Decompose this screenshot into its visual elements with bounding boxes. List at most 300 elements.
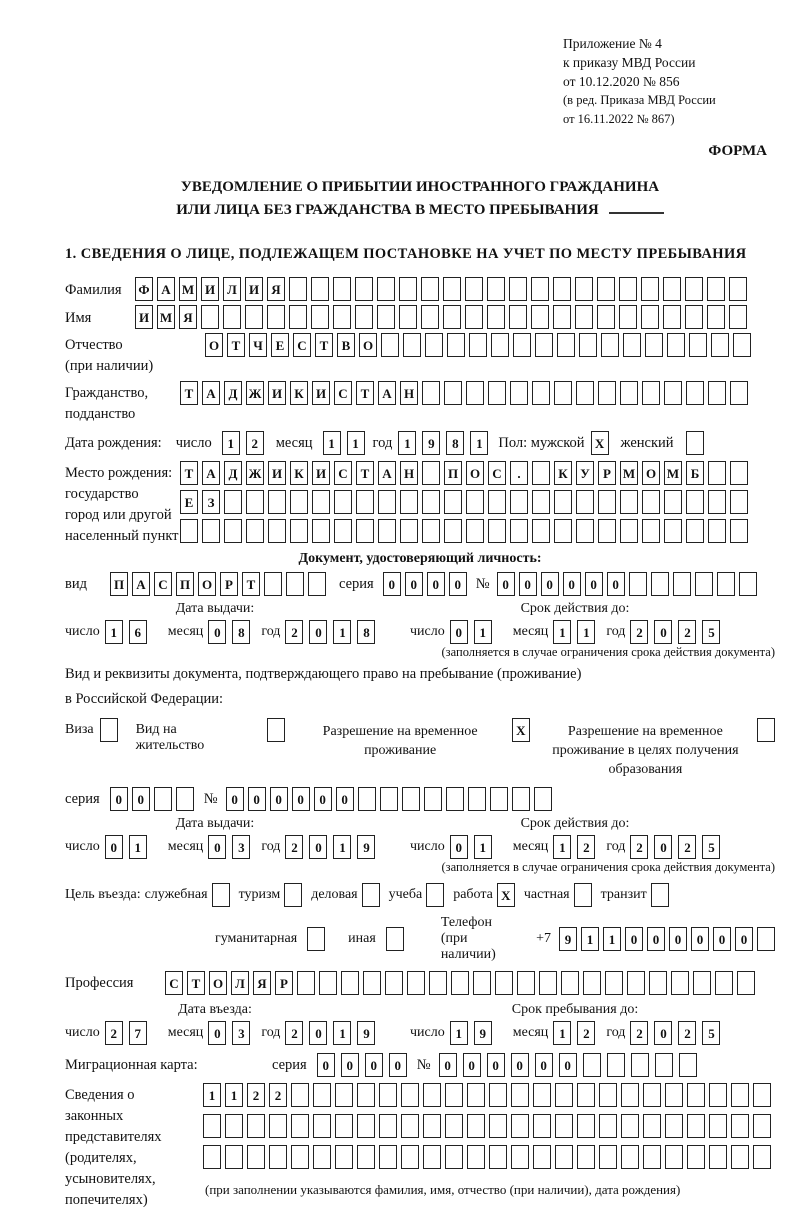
char-cell[interactable] — [379, 1083, 397, 1107]
char-cell[interactable]: А — [378, 381, 396, 405]
char-cell[interactable] — [532, 461, 550, 485]
char-cell[interactable]: Я — [253, 971, 271, 995]
char-cell[interactable] — [686, 490, 704, 514]
char-cell[interactable] — [619, 277, 637, 301]
char-cell[interactable] — [579, 333, 597, 357]
char-cell[interactable] — [651, 572, 669, 596]
char-cell[interactable] — [356, 519, 374, 543]
char-cell[interactable] — [269, 1114, 287, 1138]
char-cell[interactable]: М — [157, 305, 175, 329]
char-cell[interactable]: Ф — [135, 277, 153, 301]
char-cell[interactable]: 1 — [553, 1021, 571, 1045]
char-cell[interactable] — [357, 1145, 375, 1169]
char-cell[interactable]: 9 — [559, 927, 577, 951]
char-cell[interactable] — [358, 787, 376, 811]
char-cell[interactable] — [363, 971, 381, 995]
char-cell[interactable] — [495, 971, 513, 995]
char-cell[interactable] — [686, 381, 704, 405]
char-cell[interactable]: 0 — [309, 620, 327, 644]
char-cell[interactable]: 0 — [341, 1053, 359, 1077]
char-cell[interactable] — [685, 305, 703, 329]
char-cell[interactable]: И — [135, 305, 153, 329]
char-cell[interactable] — [356, 490, 374, 514]
char-cell[interactable] — [620, 519, 638, 543]
char-cell[interactable]: П — [444, 461, 462, 485]
char-cell[interactable]: И — [312, 461, 330, 485]
char-cell[interactable] — [532, 381, 550, 405]
char-cell[interactable]: Р — [220, 572, 238, 596]
char-cell[interactable] — [671, 971, 689, 995]
residence-permit-checkbox[interactable] — [267, 718, 285, 742]
char-cell[interactable] — [444, 381, 462, 405]
char-cell[interactable] — [737, 971, 755, 995]
char-cell[interactable] — [577, 1114, 595, 1138]
char-cell[interactable]: 2 — [285, 835, 303, 859]
char-cell[interactable]: 7 — [129, 1021, 147, 1045]
char-cell[interactable] — [655, 1053, 673, 1077]
char-cell[interactable] — [385, 971, 403, 995]
char-cell[interactable] — [355, 277, 373, 301]
char-cell[interactable] — [489, 1083, 507, 1107]
char-cell[interactable]: 0 — [450, 835, 468, 859]
char-cell[interactable] — [357, 1083, 375, 1107]
char-cell[interactable] — [290, 490, 308, 514]
char-cell[interactable]: 1 — [347, 431, 365, 455]
char-cell[interactable]: 0 — [309, 1021, 327, 1045]
char-cell[interactable] — [583, 971, 601, 995]
char-cell[interactable]: Т — [242, 572, 260, 596]
char-cell[interactable]: 0 — [669, 927, 687, 951]
char-cell[interactable] — [539, 971, 557, 995]
char-cell[interactable] — [731, 1083, 749, 1107]
char-cell[interactable]: 2 — [678, 835, 696, 859]
char-cell[interactable] — [583, 1053, 601, 1077]
char-cell[interactable] — [401, 1114, 419, 1138]
char-cell[interactable] — [667, 333, 685, 357]
char-cell[interactable] — [319, 971, 337, 995]
char-cell[interactable]: 0 — [314, 787, 332, 811]
char-cell[interactable]: 0 — [105, 835, 123, 859]
char-cell[interactable]: 1 — [581, 927, 599, 951]
char-cell[interactable] — [381, 333, 399, 357]
char-cell[interactable] — [333, 305, 351, 329]
char-cell[interactable] — [643, 1145, 661, 1169]
char-cell[interactable]: Н — [400, 381, 418, 405]
char-cell[interactable]: 0 — [487, 1053, 505, 1077]
char-cell[interactable] — [619, 305, 637, 329]
char-cell[interactable]: 1 — [203, 1083, 221, 1107]
char-cell[interactable] — [335, 1083, 353, 1107]
char-cell[interactable]: А — [132, 572, 150, 596]
char-cell[interactable] — [333, 277, 351, 301]
char-cell[interactable]: 0 — [654, 835, 672, 859]
char-cell[interactable] — [598, 490, 616, 514]
char-cell[interactable]: Л — [231, 971, 249, 995]
char-cell[interactable]: 1 — [474, 835, 492, 859]
char-cell[interactable] — [341, 971, 359, 995]
char-cell[interactable]: 1 — [470, 431, 488, 455]
char-cell[interactable] — [473, 971, 491, 995]
char-cell[interactable]: Р — [598, 461, 616, 485]
char-cell[interactable] — [335, 1114, 353, 1138]
char-cell[interactable] — [203, 1114, 221, 1138]
char-cell[interactable]: И — [201, 277, 219, 301]
char-cell[interactable]: 1 — [333, 835, 351, 859]
char-cell[interactable]: 2 — [247, 1083, 265, 1107]
char-cell[interactable] — [510, 519, 528, 543]
char-cell[interactable] — [445, 1083, 463, 1107]
char-cell[interactable] — [687, 1114, 705, 1138]
char-cell[interactable] — [313, 1145, 331, 1169]
char-cell[interactable] — [621, 1083, 639, 1107]
char-cell[interactable]: 0 — [625, 927, 643, 951]
char-cell[interactable]: 0 — [208, 620, 226, 644]
char-cell[interactable] — [511, 1145, 529, 1169]
char-cell[interactable]: 0 — [563, 572, 581, 596]
char-cell[interactable] — [642, 490, 660, 514]
char-cell[interactable] — [224, 519, 242, 543]
char-cell[interactable]: 1 — [323, 431, 341, 455]
char-cell[interactable] — [224, 490, 242, 514]
char-cell[interactable] — [202, 519, 220, 543]
char-cell[interactable]: Ж — [246, 461, 264, 485]
char-cell[interactable] — [605, 971, 623, 995]
char-cell[interactable]: Т — [315, 333, 333, 357]
char-cell[interactable]: 0 — [654, 1021, 672, 1045]
char-cell[interactable]: . — [510, 461, 528, 485]
char-cell[interactable]: 3 — [232, 835, 250, 859]
char-cell[interactable]: К — [554, 461, 572, 485]
char-cell[interactable]: 1 — [553, 620, 571, 644]
char-cell[interactable]: С — [154, 572, 172, 596]
char-cell[interactable] — [708, 490, 726, 514]
char-cell[interactable]: 8 — [357, 620, 375, 644]
char-cell[interactable] — [695, 572, 713, 596]
char-cell[interactable] — [665, 1083, 683, 1107]
char-cell[interactable] — [597, 305, 615, 329]
char-cell[interactable] — [730, 519, 748, 543]
char-cell[interactable] — [641, 305, 659, 329]
char-cell[interactable] — [247, 1145, 265, 1169]
sex-female-checkbox[interactable] — [686, 431, 704, 455]
purpose-study-checkbox[interactable] — [426, 883, 444, 907]
char-cell[interactable] — [689, 333, 707, 357]
char-cell[interactable]: 0 — [607, 572, 625, 596]
char-cell[interactable] — [623, 333, 641, 357]
char-cell[interactable]: 0 — [270, 787, 288, 811]
char-cell[interactable] — [598, 381, 616, 405]
char-cell[interactable] — [378, 490, 396, 514]
char-cell[interactable] — [334, 490, 352, 514]
char-cell[interactable] — [534, 787, 552, 811]
char-cell[interactable] — [489, 1145, 507, 1169]
char-cell[interactable] — [311, 277, 329, 301]
char-cell[interactable]: А — [202, 381, 220, 405]
char-cell[interactable]: Е — [271, 333, 289, 357]
char-cell[interactable] — [466, 381, 484, 405]
char-cell[interactable] — [466, 519, 484, 543]
char-cell[interactable] — [154, 787, 172, 811]
char-cell[interactable]: 3 — [232, 1021, 250, 1045]
char-cell[interactable]: 0 — [535, 1053, 553, 1077]
char-cell[interactable] — [707, 305, 725, 329]
char-cell[interactable]: К — [290, 381, 308, 405]
char-cell[interactable]: 1 — [105, 620, 123, 644]
char-cell[interactable] — [380, 787, 398, 811]
char-cell[interactable] — [757, 927, 775, 951]
char-cell[interactable]: 9 — [422, 431, 440, 455]
char-cell[interactable] — [407, 971, 425, 995]
char-cell[interactable]: Б — [686, 461, 704, 485]
char-cell[interactable]: 0 — [389, 1053, 407, 1077]
char-cell[interactable]: Т — [180, 461, 198, 485]
char-cell[interactable] — [313, 1114, 331, 1138]
char-cell[interactable]: 0 — [647, 927, 665, 951]
char-cell[interactable] — [576, 381, 594, 405]
char-cell[interactable] — [269, 1145, 287, 1169]
char-cell[interactable]: 2 — [246, 431, 264, 455]
char-cell[interactable] — [533, 1145, 551, 1169]
char-cell[interactable] — [731, 1114, 749, 1138]
char-cell[interactable] — [643, 1114, 661, 1138]
visa-checkbox[interactable] — [100, 718, 118, 742]
char-cell[interactable] — [488, 381, 506, 405]
char-cell[interactable] — [621, 1114, 639, 1138]
char-cell[interactable] — [487, 305, 505, 329]
purpose-work-checkbox[interactable]: X — [497, 883, 515, 907]
char-cell[interactable]: 2 — [678, 620, 696, 644]
char-cell[interactable] — [629, 572, 647, 596]
char-cell[interactable]: Ж — [246, 381, 264, 405]
char-cell[interactable]: 0 — [735, 927, 753, 951]
char-cell[interactable] — [443, 277, 461, 301]
char-cell[interactable]: 2 — [630, 835, 648, 859]
char-cell[interactable] — [402, 787, 420, 811]
char-cell[interactable]: 0 — [208, 1021, 226, 1045]
char-cell[interactable] — [663, 277, 681, 301]
char-cell[interactable] — [631, 1053, 649, 1077]
temp-residence-education-checkbox[interactable] — [757, 718, 775, 742]
char-cell[interactable] — [247, 1114, 265, 1138]
char-cell[interactable] — [467, 1114, 485, 1138]
char-cell[interactable]: 9 — [357, 835, 375, 859]
char-cell[interactable]: М — [664, 461, 682, 485]
char-cell[interactable]: И — [268, 381, 286, 405]
char-cell[interactable] — [246, 490, 264, 514]
char-cell[interactable] — [645, 333, 663, 357]
char-cell[interactable]: 0 — [450, 620, 468, 644]
char-cell[interactable]: Л — [223, 277, 241, 301]
char-cell[interactable] — [715, 971, 733, 995]
char-cell[interactable] — [223, 305, 241, 329]
char-cell[interactable]: 1 — [553, 835, 571, 859]
char-cell[interactable] — [403, 333, 421, 357]
char-cell[interactable] — [203, 1145, 221, 1169]
char-cell[interactable] — [291, 1083, 309, 1107]
char-cell[interactable] — [312, 519, 330, 543]
char-cell[interactable]: Д — [224, 381, 242, 405]
char-cell[interactable] — [291, 1145, 309, 1169]
char-cell[interactable]: 0 — [427, 572, 445, 596]
char-cell[interactable] — [401, 1083, 419, 1107]
char-cell[interactable]: 2 — [269, 1083, 287, 1107]
char-cell[interactable]: С — [334, 381, 352, 405]
char-cell[interactable]: 5 — [702, 620, 720, 644]
char-cell[interactable] — [297, 971, 315, 995]
purpose-transit-checkbox[interactable] — [651, 883, 669, 907]
char-cell[interactable] — [708, 519, 726, 543]
char-cell[interactable] — [468, 787, 486, 811]
char-cell[interactable] — [399, 305, 417, 329]
purpose-business-checkbox[interactable] — [362, 883, 380, 907]
char-cell[interactable] — [627, 971, 645, 995]
char-cell[interactable] — [649, 971, 667, 995]
char-cell[interactable] — [268, 490, 286, 514]
char-cell[interactable]: Т — [227, 333, 245, 357]
char-cell[interactable] — [335, 1145, 353, 1169]
char-cell[interactable] — [201, 305, 219, 329]
char-cell[interactable]: 2 — [105, 1021, 123, 1045]
char-cell[interactable] — [555, 1114, 573, 1138]
char-cell[interactable]: Т — [187, 971, 205, 995]
char-cell[interactable] — [620, 490, 638, 514]
char-cell[interactable] — [422, 381, 440, 405]
char-cell[interactable]: М — [179, 277, 197, 301]
char-cell[interactable]: О — [198, 572, 216, 596]
char-cell[interactable] — [290, 519, 308, 543]
char-cell[interactable]: 0 — [132, 787, 150, 811]
char-cell[interactable] — [554, 381, 572, 405]
char-cell[interactable] — [286, 572, 304, 596]
char-cell[interactable]: А — [202, 461, 220, 485]
char-cell[interactable] — [577, 1083, 595, 1107]
char-cell[interactable] — [422, 490, 440, 514]
char-cell[interactable]: 0 — [208, 835, 226, 859]
char-cell[interactable] — [554, 519, 572, 543]
char-cell[interactable] — [621, 1145, 639, 1169]
char-cell[interactable] — [513, 333, 531, 357]
char-cell[interactable] — [489, 1114, 507, 1138]
char-cell[interactable]: 0 — [248, 787, 266, 811]
char-cell[interactable] — [334, 519, 352, 543]
char-cell[interactable]: Д — [224, 461, 242, 485]
char-cell[interactable]: Р — [275, 971, 293, 995]
char-cell[interactable] — [289, 277, 307, 301]
char-cell[interactable] — [553, 277, 571, 301]
char-cell[interactable]: С — [293, 333, 311, 357]
char-cell[interactable] — [313, 1083, 331, 1107]
char-cell[interactable]: 0 — [317, 1053, 335, 1077]
char-cell[interactable]: 0 — [519, 572, 537, 596]
char-cell[interactable] — [709, 1083, 727, 1107]
char-cell[interactable]: О — [359, 333, 377, 357]
char-cell[interactable] — [487, 277, 505, 301]
char-cell[interactable] — [532, 519, 550, 543]
char-cell[interactable] — [488, 519, 506, 543]
char-cell[interactable] — [533, 1083, 551, 1107]
char-cell[interactable] — [246, 519, 264, 543]
char-cell[interactable]: Я — [179, 305, 197, 329]
char-cell[interactable]: М — [620, 461, 638, 485]
char-cell[interactable] — [664, 519, 682, 543]
char-cell[interactable] — [730, 381, 748, 405]
char-cell[interactable]: 1 — [450, 1021, 468, 1045]
char-cell[interactable] — [598, 519, 616, 543]
char-cell[interactable] — [425, 333, 443, 357]
char-cell[interactable]: 0 — [511, 1053, 529, 1077]
char-cell[interactable] — [512, 787, 530, 811]
char-cell[interactable]: П — [110, 572, 128, 596]
char-cell[interactable]: И — [245, 277, 263, 301]
char-cell[interactable]: 2 — [630, 1021, 648, 1045]
char-cell[interactable] — [711, 333, 729, 357]
char-cell[interactable] — [535, 333, 553, 357]
char-cell[interactable]: 1 — [129, 835, 147, 859]
char-cell[interactable]: Е — [180, 490, 198, 514]
char-cell[interactable] — [399, 277, 417, 301]
char-cell[interactable] — [607, 1053, 625, 1077]
char-cell[interactable] — [532, 490, 550, 514]
char-cell[interactable] — [707, 277, 725, 301]
char-cell[interactable] — [467, 1083, 485, 1107]
char-cell[interactable] — [576, 490, 594, 514]
char-cell[interactable] — [642, 519, 660, 543]
char-cell[interactable] — [180, 519, 198, 543]
char-cell[interactable]: 0 — [691, 927, 709, 951]
char-cell[interactable] — [357, 1114, 375, 1138]
char-cell[interactable]: 1 — [577, 620, 595, 644]
char-cell[interactable] — [444, 519, 462, 543]
char-cell[interactable]: 9 — [357, 1021, 375, 1045]
purpose-tourism-checkbox[interactable] — [284, 883, 302, 907]
char-cell[interactable]: 6 — [129, 620, 147, 644]
char-cell[interactable] — [730, 490, 748, 514]
char-cell[interactable]: 2 — [577, 1021, 595, 1045]
char-cell[interactable] — [597, 277, 615, 301]
char-cell[interactable]: П — [176, 572, 194, 596]
char-cell[interactable] — [687, 1145, 705, 1169]
char-cell[interactable] — [444, 490, 462, 514]
char-cell[interactable] — [423, 1114, 441, 1138]
char-cell[interactable] — [730, 461, 748, 485]
char-cell[interactable] — [561, 971, 579, 995]
char-cell[interactable]: А — [157, 277, 175, 301]
char-cell[interactable] — [465, 305, 483, 329]
char-cell[interactable] — [599, 1114, 617, 1138]
char-cell[interactable]: О — [205, 333, 223, 357]
char-cell[interactable] — [377, 277, 395, 301]
char-cell[interactable] — [511, 1114, 529, 1138]
char-cell[interactable] — [531, 305, 549, 329]
char-cell[interactable]: Т — [180, 381, 198, 405]
char-cell[interactable]: А — [378, 461, 396, 485]
char-cell[interactable] — [400, 490, 418, 514]
char-cell[interactable] — [555, 1145, 573, 1169]
char-cell[interactable]: 8 — [232, 620, 250, 644]
char-cell[interactable] — [553, 305, 571, 329]
char-cell[interactable] — [708, 461, 726, 485]
char-cell[interactable]: Ч — [249, 333, 267, 357]
char-cell[interactable] — [422, 519, 440, 543]
char-cell[interactable]: 0 — [497, 572, 515, 596]
char-cell[interactable]: И — [312, 381, 330, 405]
char-cell[interactable] — [267, 305, 285, 329]
char-cell[interactable] — [753, 1114, 771, 1138]
char-cell[interactable]: 0 — [292, 787, 310, 811]
char-cell[interactable]: 2 — [577, 835, 595, 859]
char-cell[interactable]: 0 — [336, 787, 354, 811]
char-cell[interactable] — [379, 1145, 397, 1169]
